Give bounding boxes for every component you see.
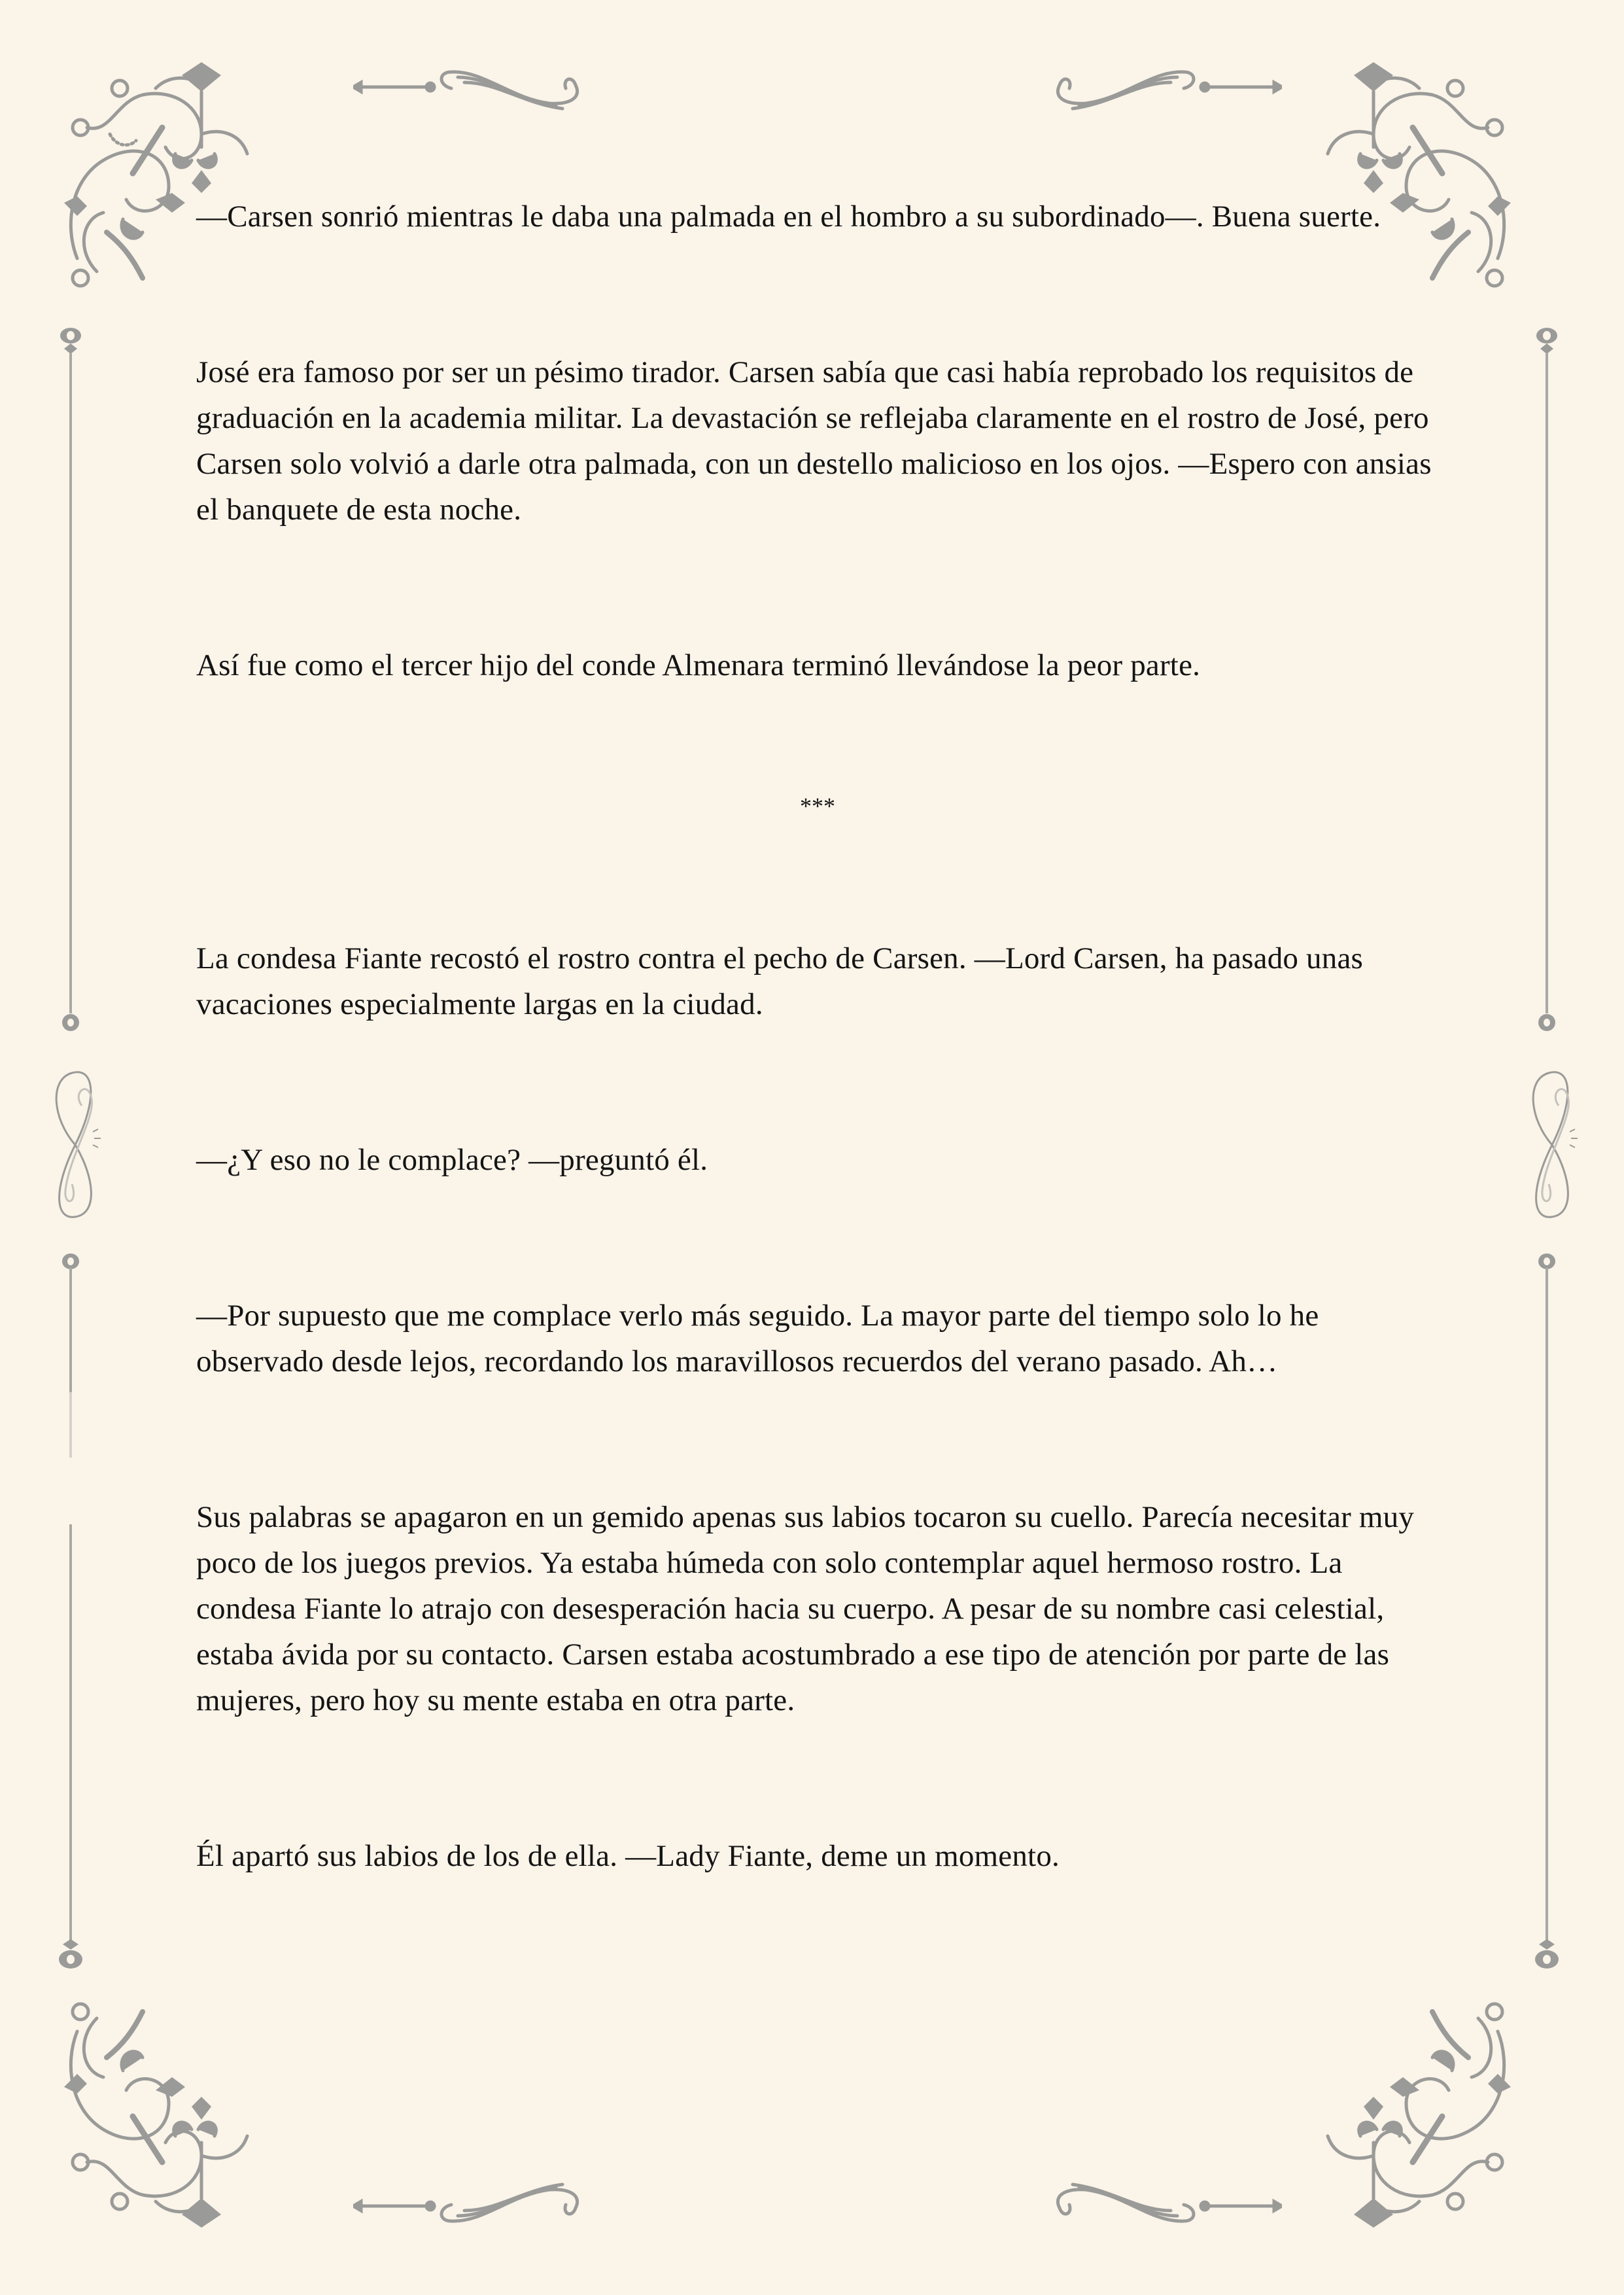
paragraph: —¿Y eso no le complace? —preguntó él. — [196, 1143, 708, 1177]
scroll-divider-icon — [353, 2182, 1282, 2234]
vertical-rod-icon — [58, 1250, 84, 1972]
vertical-rod-icon — [1534, 1250, 1560, 1972]
paragraph: Él apartó sus labios de los de ella. —Lady Fiante, deme un momento. — [196, 1839, 1060, 1873]
paragraph: Sus palabras se apagaron en un gemido apenas sus labios tocaron su cuello. Parecía necesitar muy poco de los juegos previos. Ya estaba húmeda con solo contemplar aquel hermoso rostro. La condesa Fiante lo atrajo con desesperación hacia su cuerpo. A pesar de su nombre casi celestial, estaba ávida por su contacto. Carsen estaba acostumbrado a ese tipo de atención por parte de las mujeres, pero hoy su mente estaba en otra parte. — [196, 1500, 1415, 1717]
paragraph: Así fue como el tercer hijo del conde Almenara terminó llevándose la peor parte. — [196, 648, 1201, 682]
paragraph: —Por supuesto que me complace verlo más seguido. La mayor parte del tiempo solo lo he observado desde lejos, recordando los maravillosos recuerdos del verano pasado. Ah… — [196, 1299, 1319, 1378]
scroll-divider-icon — [353, 59, 1282, 111]
infinity-loop-icon — [1523, 1066, 1581, 1223]
flourish-corner-icon — [58, 2002, 254, 2228]
vertical-rod-icon — [1534, 324, 1560, 1034]
flourish-corner-icon — [1321, 2002, 1517, 2228]
paragraph: La condesa Fiante recostó el rostro contra el pecho de Carsen. —Lord Carsen, ha pasado unas vacaciones especialmente largas en la ciudad. — [196, 941, 1364, 1021]
vertical-rod-icon — [58, 324, 84, 1034]
scene-break: *** — [800, 793, 835, 819]
chapter-text — [196, 194, 1439, 1879]
infinity-loop-icon — [46, 1066, 105, 1223]
paragraph: —Carsen sonrió mientras le daba una palmada en el hombro a su subordinado—. Buena suerte. — [196, 200, 1381, 234]
paragraph: José era famoso por ser un pésimo tirador. Carsen sabía que casi había reprobado los requisitos de graduación en la academia militar. La devastación se reflejaba claramente en el rostro de José, pero Carsen solo volvió a darle otra palmada, con un destello malicioso en los ojos. —Espero con ansias el banquete de esta noche. — [196, 355, 1432, 527]
